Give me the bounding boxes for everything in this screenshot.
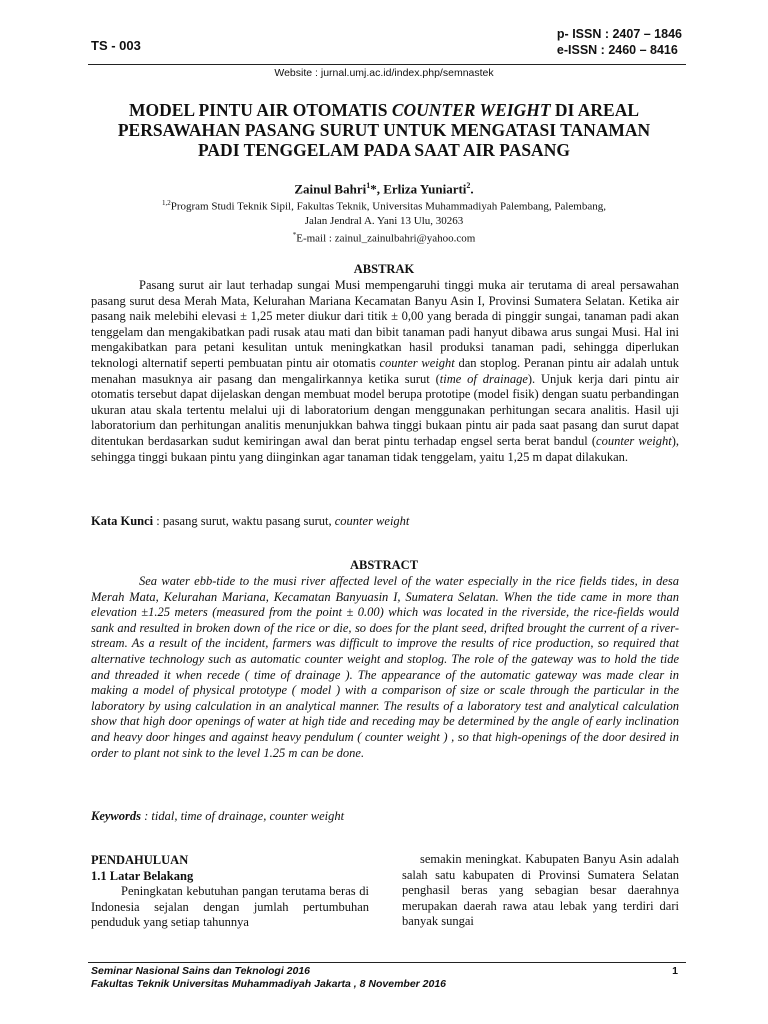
affiliation bbox=[0, 196, 768, 245]
author-1-sup: 1 bbox=[366, 181, 371, 190]
abstrak-italic-2: time of drainage bbox=[439, 371, 528, 386]
author-2: Erliza Yuniarti bbox=[383, 181, 467, 197]
page-number: 1 bbox=[672, 965, 678, 977]
author-1: Zainul Bahri bbox=[294, 181, 367, 197]
abstrak-text-1: Pasang surut air laut terhadap sungai Musi mempengaruhi tinggi muka air terutama di areal persawahan pasang surut desa Merah Mata, Kelurahan Mariana Kecamatan Banyu Asin I, Provinsi Sumatera Selatan. Ketika air pasang naik melebihi elevasi ± 1,25 meter diukur dari titik ± 0,00 yang berada di pinggir sungai, tanaman padi akan tenggelam dan mengakibatkan padi rusak atau mati dan bibit tanaman padi hanyut dibawa arus sungai Musi. Hal ini mengakibatkan para petani kesulitan untuk meningkatkan hasil produksi tanaman padi, sehingga diperlukan teknologi alternatif seperti pembuatan pintu air otomatis bbox=[91, 278, 679, 370]
intro-right-text: semakin meningkat. Kabupaten Banyu Asin adalah salah satu kabupaten di Provinsi Sumatera Selatan penghasil beras yang sebagian besar daerahnya merupakan daerah rawa atau lebak yang terdiri dari banyak sungai bbox=[402, 852, 679, 929]
footer bbox=[91, 965, 680, 991]
title-part-2: DI AREAL PERSAWAHAN PASANG SURUT UNTUK MENGATASI TANAMAN PADI TENGGELAM PADA SAAT AIR PASANG bbox=[117, 100, 651, 160]
footer-line-2: Fakultas Teknik Universitas Muhammadiyah Jakarta , 8 November 2016 bbox=[91, 978, 447, 990]
abstract-body: Sea water ebb-tide to the musi river affected level of the water especially in the rice fields tides, in desa Merah Mata, Kelurahan Mariana, Kecamatan Banyuasin I, Sumatera Selatan. When the tide came in more than elevation ±1.25 meters (measured from the point ± 0.00) which was located in the riverside, the rice-fields would sank and resulted in broken down of the rice or die, so does for the plant seed, drifted brought the current of a river-stream. As a result of the incident, farmers was difficult to improve the results of rice production, so required that alternative technology such as automatic counter weight and stoplog. The role of the gateway was to hold the tide and threaded it when recede ( time of drainage ). The appearance of the automatic gateway was made clear in making a model of physical prototype ( model ) with a comparison of size or scale through the particular in the laboratory by using calculation in an analytical manner. The results of a laboratory test and analytical calculation show that high door openings of water at high tide and receding may be determined by the angle of early inclination and heavy door hinges and against heavy pendulum ( counter weight ) , so that high-openings of the door desired in order to plant not sink to the level 1.25 m can be done. bbox=[91, 574, 679, 760]
abstrak-text-4: ), sehingga tinggi bukaan pintu yang diinginkan agar tanaman tidak tenggelam, yaitu 1,25 m dapat dilakukan. bbox=[91, 433, 679, 464]
e-issn: e-ISSN : 2460 – 8416 bbox=[556, 43, 678, 57]
issn-block bbox=[557, 26, 682, 58]
website-url[interactable]: Website : jurnal.umj.ac.id/index.php/semnastek bbox=[274, 67, 494, 79]
title-italic: COUNTER WEIGHT bbox=[391, 100, 551, 120]
email-sup: * bbox=[292, 230, 297, 239]
abstrak-italic-3: counter weight bbox=[596, 433, 672, 448]
email[interactable]: E-mail : zainul_zainulbahri@yahoo.com bbox=[296, 232, 476, 245]
subsection-heading: 1.1 Latar Belakang bbox=[91, 869, 194, 883]
affiliation-sup: 1,2 bbox=[161, 199, 171, 207]
kata-kunci bbox=[91, 514, 679, 529]
keywords-text: : tidal, time of drainage, counter weight bbox=[141, 809, 345, 823]
abstrak-italic-1: counter weight bbox=[379, 355, 455, 370]
p-issn: p- ISSN : 2407 – 1846 bbox=[556, 27, 682, 41]
affiliation-line-2: Jalan Jendral A. Yani 13 Ulu, 30263 bbox=[304, 214, 464, 227]
intro-left-text: Peningkatan kebutuhan pangan terutama beras di Indonesia sejalan dengan jumlah pertumbuhan penduduk yang setiap tahunnya bbox=[91, 884, 369, 930]
kata-kunci-label: Kata Kunci bbox=[91, 514, 154, 528]
abstract-heading: ABSTRACT bbox=[349, 558, 419, 572]
authors-end: . bbox=[470, 181, 474, 197]
footer-line-1: Seminar Nasional Sains dan Teknologi 2016 bbox=[91, 965, 311, 977]
author-1-mark: *, bbox=[370, 181, 384, 197]
abstrak-heading: ABSTRAK bbox=[353, 262, 415, 276]
intro-left-column bbox=[91, 852, 369, 931]
authors bbox=[0, 181, 768, 197]
keywords-label: Keywords bbox=[91, 809, 141, 823]
kata-kunci-text: : pasang surut, waktu pasang surut, bbox=[153, 514, 335, 528]
affiliation-line-1: Program Studi Teknik Sipil, Fakultas Teknik, Universitas Muhammadiyah Palembang, Palembang, bbox=[170, 200, 606, 213]
abstrak-text-3: ). Unjuk kerja dari pintu air otomatis tersebut dapat dijelaskan dengan membuat model berupa prototipe (model fisik) dengan suatu perbandingan ukuran atau skala tertentu melalui uji di laboratorium dengan menggunakan perhitungan secara analitis. Hasil uji laboratorium dan perhitungan analitis menunjukkan bahwa tinggi bukaan pintu air pada saat pasang dan surut dapat ditentukan berdasarkan sudut kemiringan awal dan berat pintu terhadap engsel serta berat bandul ( bbox=[91, 371, 679, 448]
header-rule bbox=[88, 64, 686, 65]
title-part-1: MODEL PINTU AIR OTOMATIS bbox=[128, 100, 392, 120]
footer-rule bbox=[88, 962, 686, 963]
section-heading: PENDAHULUAN bbox=[91, 853, 189, 867]
author-2-sup: 2 bbox=[466, 181, 471, 190]
paper-code: TS - 003 bbox=[91, 38, 141, 53]
kata-kunci-italic: counter weight bbox=[334, 514, 410, 528]
paper-title bbox=[95, 100, 673, 160]
intro-right-column bbox=[402, 852, 679, 930]
keywords bbox=[91, 809, 679, 824]
abstrak-text-2: dan stoplog. Peranan pintu air adalah untuk menahan masuknya air pasang dan mengalirkannya ketika surut ( bbox=[91, 355, 680, 386]
abstrak-body bbox=[91, 278, 679, 465]
